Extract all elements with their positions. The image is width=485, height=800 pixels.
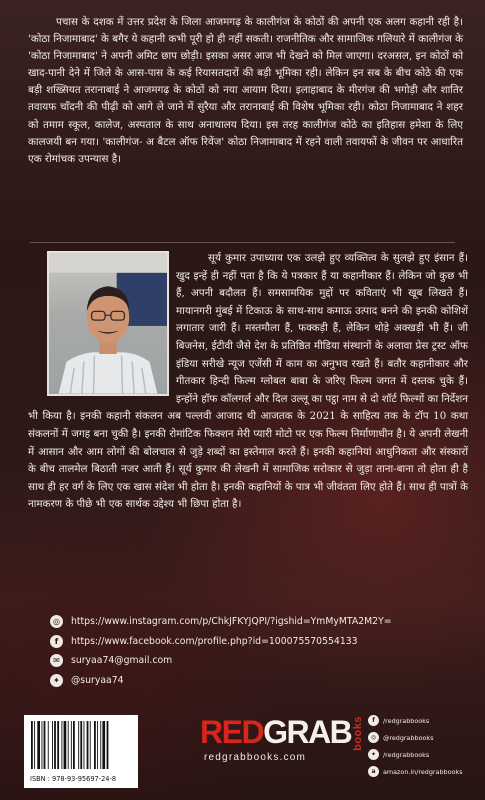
barcode-bar bbox=[100, 721, 101, 769]
facebook-icon: f bbox=[368, 715, 379, 726]
facebook-url[interactable]: https://www.facebook.com/profile.php?id=100075570554133 bbox=[71, 635, 358, 647]
social-twitter[interactable] bbox=[368, 746, 478, 763]
social-twitter-handle[interactable]: /redgrabbooks bbox=[383, 750, 430, 759]
social-amazon-url[interactable]: amazon.in/redgrabbooks bbox=[383, 767, 463, 776]
barcode-bars bbox=[30, 721, 132, 769]
barcode-bar bbox=[44, 721, 46, 769]
twitter-icon: ✦ bbox=[368, 749, 379, 760]
contact-email[interactable] bbox=[50, 651, 470, 671]
contact-twitter[interactable] bbox=[50, 671, 470, 691]
barcode-bar bbox=[84, 721, 85, 769]
barcode-bar bbox=[57, 721, 59, 769]
barcode-bar bbox=[48, 721, 49, 769]
instagram-icon: ◎ bbox=[50, 615, 63, 628]
barcode-bar bbox=[80, 721, 82, 769]
instagram-icon: ◎ bbox=[368, 732, 379, 743]
barcode-bar bbox=[71, 721, 72, 769]
social-facebook[interactable] bbox=[368, 712, 478, 729]
logo-red: RED bbox=[200, 714, 264, 750]
barcode-bar bbox=[73, 721, 75, 769]
contact-facebook[interactable] bbox=[50, 632, 470, 652]
barcode-bar bbox=[34, 721, 35, 769]
email-address[interactable]: suryaa74@gmail.com bbox=[71, 655, 173, 667]
author-contacts bbox=[50, 612, 470, 690]
barcode-bar bbox=[90, 721, 91, 769]
author-portrait-drawing bbox=[49, 253, 167, 394]
logo-wordmark bbox=[200, 714, 370, 750]
barcode-bar bbox=[107, 721, 109, 769]
logo-grab: GRAB bbox=[263, 714, 352, 750]
publisher-social bbox=[368, 712, 478, 780]
contact-instagram[interactable] bbox=[50, 612, 470, 632]
social-amazon[interactable] bbox=[368, 763, 478, 780]
barcode-bar bbox=[31, 721, 33, 769]
barcode-bar bbox=[97, 721, 98, 769]
barcode-bar bbox=[61, 721, 62, 769]
barcode-bar bbox=[37, 721, 40, 769]
barcode-bar bbox=[68, 721, 69, 769]
isbn-barcode bbox=[24, 715, 138, 788]
twitter-icon: ✦ bbox=[50, 674, 63, 687]
barcode-bar bbox=[87, 721, 89, 769]
facebook-icon: f bbox=[50, 635, 63, 648]
social-facebook-handle[interactable]: /redgrabbooks bbox=[383, 716, 430, 725]
social-instagram[interactable] bbox=[368, 729, 478, 746]
amazon-icon: a bbox=[368, 766, 379, 777]
barcode-bar bbox=[102, 721, 105, 769]
twitter-handle[interactable]: @suryaa74 bbox=[71, 674, 124, 686]
email-icon: ✉ bbox=[50, 654, 63, 667]
publisher-logo bbox=[200, 714, 370, 774]
instagram-url[interactable]: https://www.instagram.com/p/ChkJFKYJQPI/?igshid=YmMyMTA2M2Y= bbox=[71, 616, 392, 628]
barcode-bar bbox=[64, 721, 67, 769]
barcode-bar bbox=[52, 721, 53, 769]
barcode-bar bbox=[78, 721, 79, 769]
publisher-website[interactable]: redgrabbooks.com bbox=[204, 752, 307, 763]
barcode-bar bbox=[54, 721, 56, 769]
author-photo bbox=[47, 251, 169, 396]
author-bio: सूर्य कुमार उपाध्याय एक उलझे हुए व्यक्तित्व के सुलझे हुए इंसान हैं। खुद इन्हें ही नहीं पता है कि ये पत्रकार हैं या कहानीकार हैं। लेकिन जो कुछ भी हैं, अपनी बदौलत हैं। समसामयिक मुद्दों पर कविताएं भी खूब लिखते हैं। मायानगरी मुंबई में टिकाऊ के साथ-साथ कमाऊ उत्पाद बनने की इनकी कोशिशें लगातार जारी हैं। मस्तमौला हैं, फक्कड़ी हैं, लेकिन थोड़े अक्खड़ी भी हैं। जी बिजनेस, ईटीवी जैसे देश के प्रतिष्ठित मीडिया संस्थानों के अलावा प्रेस ट्रस्ट ऑफ इंडिया सरीखे न्यूज एजेंसी में काम का अनुभव रखते हैं। बतौर कहानीकार और गीतकार हिन्दी फिल्म ग्लोबल बाबा के जरिए फिल्म जगत में दस्तक चुके हैं। इन्होंने हॉफ कॉलगर्ल और दिल उल्लू का पट्ठा नाम से दो शॉर्ट फिल्मों का निर्देशन भी किया है। इनकी कहानी संकलन अब पल्लवी आजाद थी आजतक के 2021 के साहित्य तक के टॉप 10 कथा संकलनों में जगह बना चुकी है। इनकी रोमांटिक फिक्शन मेरी प्यारी मोटो पर एक फिल्म निर्माणाधीन है। ये अपनी लेखनी में आसान और आम लोगों की बोलचाल से जुड़े शब्दों का इस्तेमाल करते हैं। इनकी कहानियां आधुनिकता और संस्कारों के बीच तालमेल बिठाती नजर आती हैं। सूर्य कुमार की लेखनी में सामाजिक सरोकार से जुड़ा ताना-बाना तो होता ही है साथ ही हर वर्ग के लिए एक खास संदेश भी होता है। इनकी कहानियों के पात्र भी जीवंतता लिए होते हैं। साथ ही पात्रों के नामकरण के पीछे भी एक सार्थक उद्देश्य भी छिपा होता है। bbox=[28, 252, 468, 511]
social-instagram-handle[interactable]: @redgrabbooks bbox=[383, 733, 434, 742]
isbn-number: ISBN : 978-93-95697-24-8 bbox=[30, 775, 117, 783]
book-blurb: पचास के दशक में उत्तर प्रदेश के जिला आजमगढ़ के कालीगंज के कोठों की अपनी एक अलग कहानी रही है। 'कोठा निजामाबाद' के बगैर ये कहानी कभी पूरी हो ही नहीं सकती। राजनीतिक और सामाजिक गलियारे में कालीगंज के 'कोठा निजामाबाद' ने अपनी अमिट छाप छोड़ी। इसका असर आज भी देखने को मिल जाएगा। दरअसल, इन कोठों को खाद-पानी देने में जिले के आस-पास के कई रियासतदारों की बड़ी भूमिका रही। लेकिन इन सब के बीच कोठे की एक बड़ी शख्सियत तरानाबाई ने आजमगढ़ के कोठों को नया आयाम दिया। इलाहाबाद के मीरगंज की भगोड़ी और शातिर तवायफ चाँदनी की पीढ़ी को आगे ले जाने में सुरैया और तरानाबाई की विशेष भूमिका रही। कोठा निजामाबाद ने शहर को तमाम स्कूल, कालेज, अस्पताल के साथ अनाथालय दिया। इस तरह कालीगंज कोठे का इतिहास हमेशा के लिए कालजयी बन गया। 'कालीगंज- अ बैटल ऑफ रिवेंज' कोठा निजामाबाद में रहने वाली तवायफों के जीवन पर आधारित एक रोमांचक उपन्यास है। bbox=[28, 16, 463, 165]
section-divider bbox=[30, 242, 455, 243]
barcode-bar bbox=[94, 721, 96, 769]
barcode-bar bbox=[42, 721, 43, 769]
logo-books: books bbox=[352, 716, 364, 751]
